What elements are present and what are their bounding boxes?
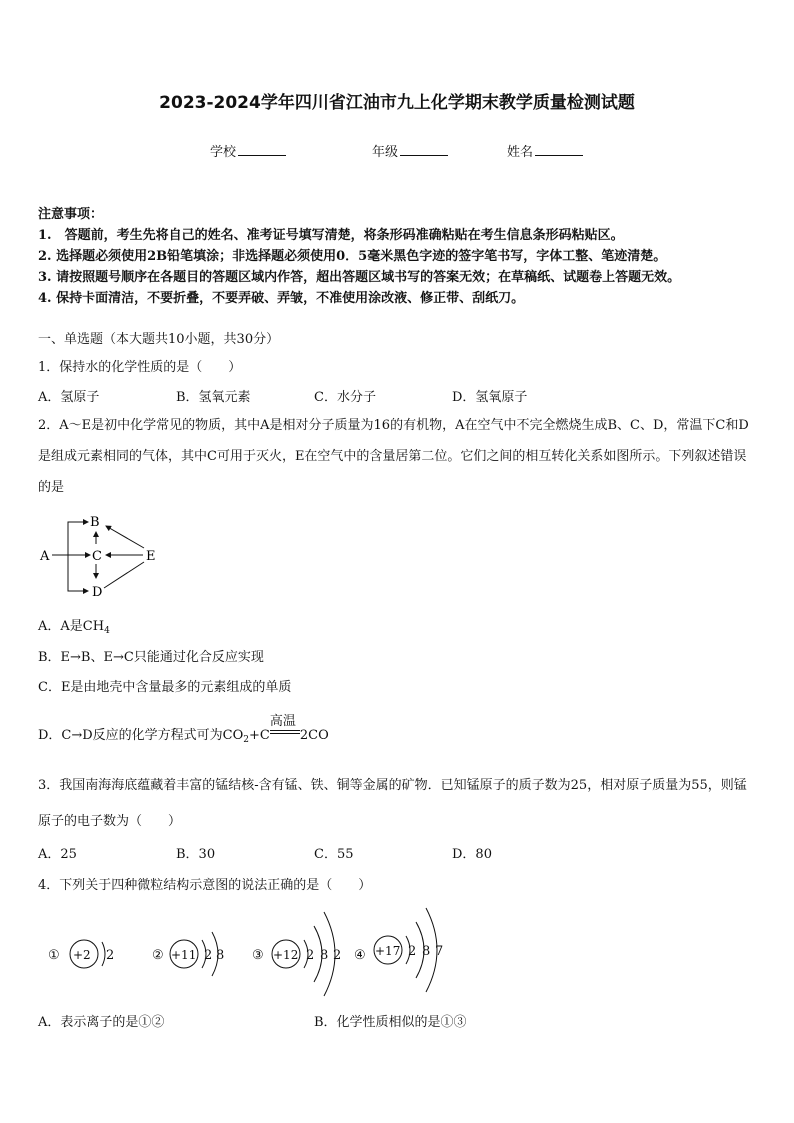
- q2-option-d[interactable]: [38, 714, 329, 745]
- name-field[interactable]: [507, 141, 583, 160]
- notice-heading: 注意事项：: [38, 207, 104, 222]
- particle-3-shell-count: 8: [320, 948, 329, 963]
- particle-2-shell-count: 2: [204, 948, 213, 963]
- q3-option-a[interactable]: A．25: [38, 847, 77, 862]
- school-label: 学校: [210, 145, 237, 160]
- grade-label: 年级: [372, 145, 399, 160]
- question-2-stem: 2．A～E是初中化学常见的物质，其中A是相对分子质量为16的有机物，A在空气中不完全燃烧生成B、C、D，常温下C和D是组成元素相同的气体，其中C可用于灭火，E在空气中的含量居第二位。它们之间的相互转化关系如图所示。下列叙述错误的是: [38, 418, 749, 495]
- school-blank[interactable]: [238, 143, 286, 156]
- page-title: 2023-2024学年四川省江油市九上化学期末教学质量检测试题: [159, 93, 635, 113]
- q4-option-a[interactable]: A．表示离子的是①②: [38, 1015, 165, 1030]
- q3-option-b[interactable]: B．30: [176, 847, 216, 862]
- name-blank[interactable]: [535, 143, 583, 156]
- arrow-e-b: [106, 526, 144, 548]
- particle-1-shell: [102, 942, 105, 966]
- particle-2-shell-count: 8: [216, 948, 225, 963]
- equation-reactant: +C: [249, 728, 270, 743]
- arrow-a-d: [68, 555, 88, 591]
- notice-item: 2. 选择题必须使用2B铅笔填涂；非选择题必须使用0．5毫米黑色字迹的签字笔书写，字体工整、笔迹清楚。: [38, 249, 667, 264]
- particle-1-shell-count: 2: [106, 948, 115, 963]
- q2-option-b[interactable]: B．E→B、E→C只能通过化合反应实现: [38, 650, 264, 665]
- node-d: D: [92, 585, 103, 600]
- notice-item: 4. 保持卡面清洁，不要折叠，不要弄破、弄皱，不准使用涂改液、修正带、刮纸刀。: [38, 291, 525, 306]
- node-c: C: [92, 549, 102, 564]
- q2-option-a[interactable]: [38, 615, 110, 636]
- q4-option-b[interactable]: B．化学性质相似的是①③: [314, 1015, 467, 1030]
- q1-option-a[interactable]: A．氢原子: [38, 390, 100, 405]
- line-e-d: [104, 562, 144, 588]
- node-b: B: [90, 515, 100, 530]
- q3-option-d[interactable]: D．80: [452, 847, 492, 862]
- reaction-condition: [269, 714, 300, 739]
- particle-3-shell-count: 2: [333, 948, 342, 963]
- node-e: E: [146, 549, 156, 564]
- particle-4-shell-count: 8: [422, 944, 431, 959]
- arrow-a-b: [68, 522, 88, 555]
- grade-blank[interactable]: [400, 143, 448, 156]
- grade-field[interactable]: [372, 141, 448, 160]
- notice-item: 1. 答题前，考生先将自己的姓名、准考证号填写清楚，将条形码准确粘贴在考生信息条形码粘贴区。: [38, 228, 624, 243]
- particle-1-label: ①: [48, 948, 60, 963]
- condition-text: 高温: [269, 714, 296, 729]
- q2-option-c[interactable]: C．E是由地壳中含量最多的元素组成的单质: [38, 680, 292, 695]
- q2-option-d-text: D．C→D反应的化学方程式可为CO: [38, 728, 244, 743]
- conversion-diagram: [36, 510, 166, 600]
- name-label: 姓名: [507, 145, 534, 160]
- subscript: 4: [104, 626, 110, 636]
- node-a: A: [40, 549, 50, 564]
- subscript: 2: [243, 735, 250, 745]
- question-1-stem: 1．保持水的化学性质的是（ ）: [38, 360, 242, 375]
- particle-2-label: ②: [152, 948, 164, 963]
- particle-1-charge: +2: [73, 948, 91, 962]
- school-field[interactable]: [210, 141, 286, 160]
- equation-product: 2CO: [299, 728, 329, 743]
- particle-3-label: ③: [252, 948, 264, 963]
- question-3-stem: 3．我国南海海底蕴藏着丰富的锰结核-含有锰、铁、铜等金属的矿物．已知锰原子的质子数为25，相对原子质量为55，则锰原子的电子数为（ ）: [38, 778, 747, 829]
- question-4-stem: 4．下列关于四种微粒结构示意图的说法正确的是（ ）: [38, 878, 372, 893]
- particle-structure-diagrams: [40, 902, 460, 1002]
- notice-item: 3. 请按照题号顺序在各题目的答题区域内作答，超出答题区域书写的答案无效；在草稿纸、试题卷上答题无效。: [38, 270, 681, 285]
- q1-option-b[interactable]: B．氢氧元素: [176, 390, 251, 405]
- particle-3-shell-count: 2: [306, 948, 315, 963]
- q1-option-d[interactable]: D．氢氧原子: [452, 390, 528, 405]
- particle-3-charge: +12: [273, 948, 299, 962]
- particle-2-charge: +11: [171, 948, 197, 962]
- section-heading: 一、单选题（本大题共10小题，共30分）: [38, 332, 280, 347]
- particle-4-shell-count: 7: [435, 944, 444, 959]
- particle-4-shell-count: 2: [408, 944, 417, 959]
- particle-4-charge: +17: [375, 944, 401, 958]
- q1-option-c[interactable]: C．水分子: [314, 390, 376, 405]
- q2-option-a-text: A．A是CH: [38, 619, 105, 634]
- q3-option-c[interactable]: C．55: [314, 847, 354, 862]
- particle-4-label: ④: [354, 948, 366, 963]
